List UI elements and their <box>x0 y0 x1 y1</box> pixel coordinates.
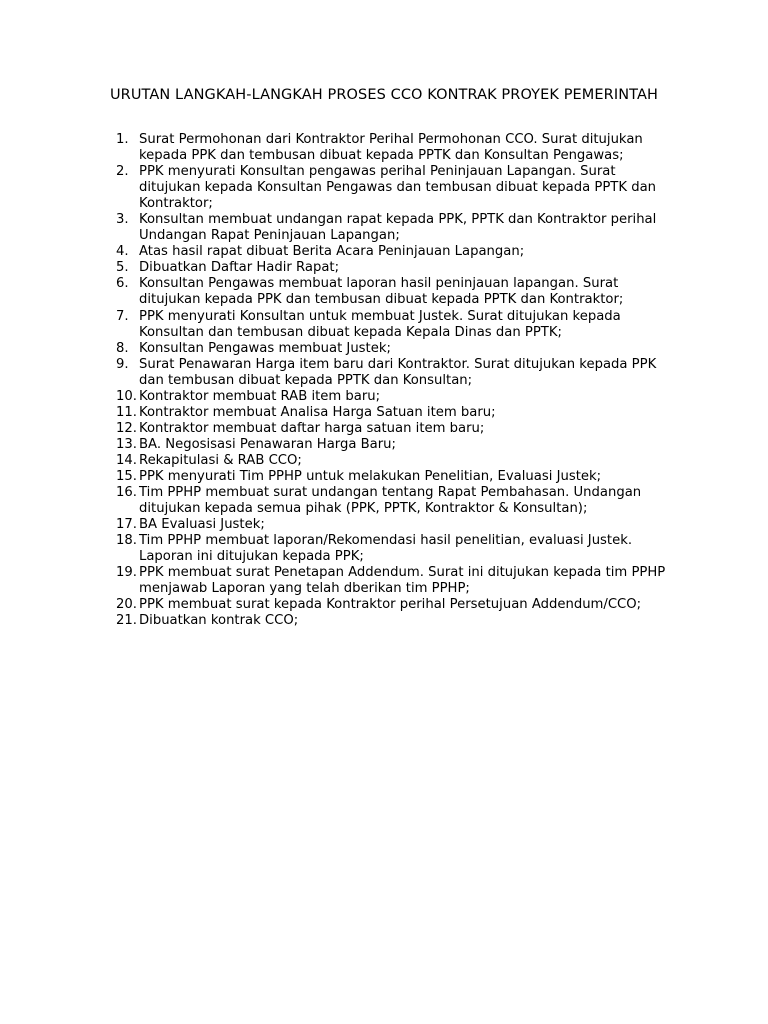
step-text: Kontraktor membuat daftar harga satuan item baru; <box>139 420 485 436</box>
step-text: Dibuatkan Daftar Hadir Rapat; <box>139 260 340 276</box>
step-number: 12. <box>116 420 137 436</box>
step-number: 9. <box>116 356 129 372</box>
step-number: 7. <box>116 308 129 324</box>
list-item <box>116 244 676 260</box>
step-number: 19. <box>116 565 137 581</box>
step-number: 17. <box>116 517 137 533</box>
list-item <box>116 212 676 244</box>
step-text: BA. Negosisasi Penawaran Harga Baru; <box>139 436 396 452</box>
step-number: 11. <box>116 404 137 420</box>
step-text: Konsultan Pengawas membuat Justek; <box>139 340 391 356</box>
list-item <box>116 276 676 308</box>
list-item <box>116 437 676 453</box>
step-text: PPK membuat surat kepada Kontraktor perihal Persetujuan Addendum/CCO; <box>139 597 642 613</box>
step-text: Dibuatkan kontrak CCO; <box>139 613 299 629</box>
step-number: 1. <box>116 132 129 147</box>
step-text: Surat Penawaran Harga item baru dari Kontraktor. Surat ditujukan kepada PPK dan tembusan dibuat kepada PPTK dan Konsultan; <box>139 356 657 388</box>
step-number: 18. <box>116 533 137 549</box>
list-item <box>116 565 676 597</box>
list-item <box>116 485 676 517</box>
steps-list <box>116 132 676 629</box>
step-number: 6. <box>116 276 129 292</box>
list-item <box>116 309 676 341</box>
step-text: PPK membuat surat Penetapan Addendum. Surat ini ditujukan kepada tim PPHP menjawab Laporan yang telah dberikan tim PPHP; <box>139 565 666 597</box>
list-item <box>116 341 676 357</box>
step-text: PPK menyurati Konsultan pengawas perihal Peninjauan Lapangan. Surat ditujukan kepada Konsultan Pengawas dan tembusan dibuat kepada PPTK dan Kontraktor; <box>139 164 657 212</box>
step-text: Rekapitulasi & RAB CCO; <box>139 452 302 468</box>
list-item <box>116 164 676 212</box>
list-item <box>116 357 676 389</box>
step-number: 5. <box>116 260 129 276</box>
list-item <box>116 613 676 629</box>
step-number: 15. <box>116 468 137 484</box>
document-title: URUTAN LANGKAH-LANGKAH PROSES CCO KONTRAK PROYEK PEMERINTAH <box>109 87 659 103</box>
step-number: 3. <box>116 212 129 228</box>
step-number: 20. <box>116 597 137 613</box>
step-number: 21. <box>116 613 137 629</box>
list-item <box>116 421 676 437</box>
step-number: 10. <box>116 388 137 404</box>
list-item <box>116 132 676 164</box>
step-number: 8. <box>116 340 129 356</box>
step-text: Surat Permohonan dari Kontraktor Perihal Permohonan CCO. Surat ditujukan kepada PPK dan tembusan dibuat kepada PPTK dan Konsultan Pengawas; <box>139 132 643 164</box>
step-number: 14. <box>116 452 137 468</box>
list-item <box>116 597 676 613</box>
step-text: BA Evaluasi Justek; <box>139 517 265 533</box>
list-item <box>116 469 676 485</box>
step-text: Konsultan membuat undangan rapat kepada PPK, PPTK dan Kontraktor perihal Undangan Rapat Peninjauan Lapangan; <box>139 212 657 244</box>
step-text: Kontraktor membuat RAB item baru; <box>139 388 381 404</box>
step-text: Konsultan Pengawas membuat laporan hasil peninjauan lapangan. Surat ditujukan kepada PPK dan tembusan dibuat kepada PPTK dan Kontraktor; <box>139 276 624 308</box>
list-item <box>116 389 676 405</box>
step-number: 4. <box>116 244 129 260</box>
list-item <box>116 517 676 533</box>
list-item <box>116 453 676 469</box>
step-text: Tim PPHP membuat laporan/Rekomendasi hasil penelitian, evaluasi Justek. Laporan ini ditujukan kepada PPK; <box>139 533 633 565</box>
list-item <box>116 260 676 276</box>
step-text: PPK menyurati Tim PPHP untuk melakukan Penelitian, Evaluasi Justek; <box>139 468 602 484</box>
step-number: 13. <box>116 436 137 452</box>
list-item <box>116 533 676 565</box>
list-item <box>116 405 676 421</box>
step-number: 16. <box>116 485 137 501</box>
step-text: Tim PPHP membuat surat undangan tentang Rapat Pembahasan. Undangan ditujukan kepada semua pihak (PPK, PPTK, Kontraktor & Konsultan); <box>139 485 642 517</box>
step-text: Kontraktor membuat Analisa Harga Satuan item baru; <box>139 404 496 420</box>
step-text: PPK menyurati Konsultan untuk membuat Justek. Surat ditujukan kepada Konsultan dan tembusan dibuat kepada Kepala Dinas dan PPTK; <box>139 308 621 340</box>
step-text: Atas hasil rapat dibuat Berita Acara Peninjauan Lapangan; <box>139 244 525 260</box>
step-number: 2. <box>116 164 129 180</box>
